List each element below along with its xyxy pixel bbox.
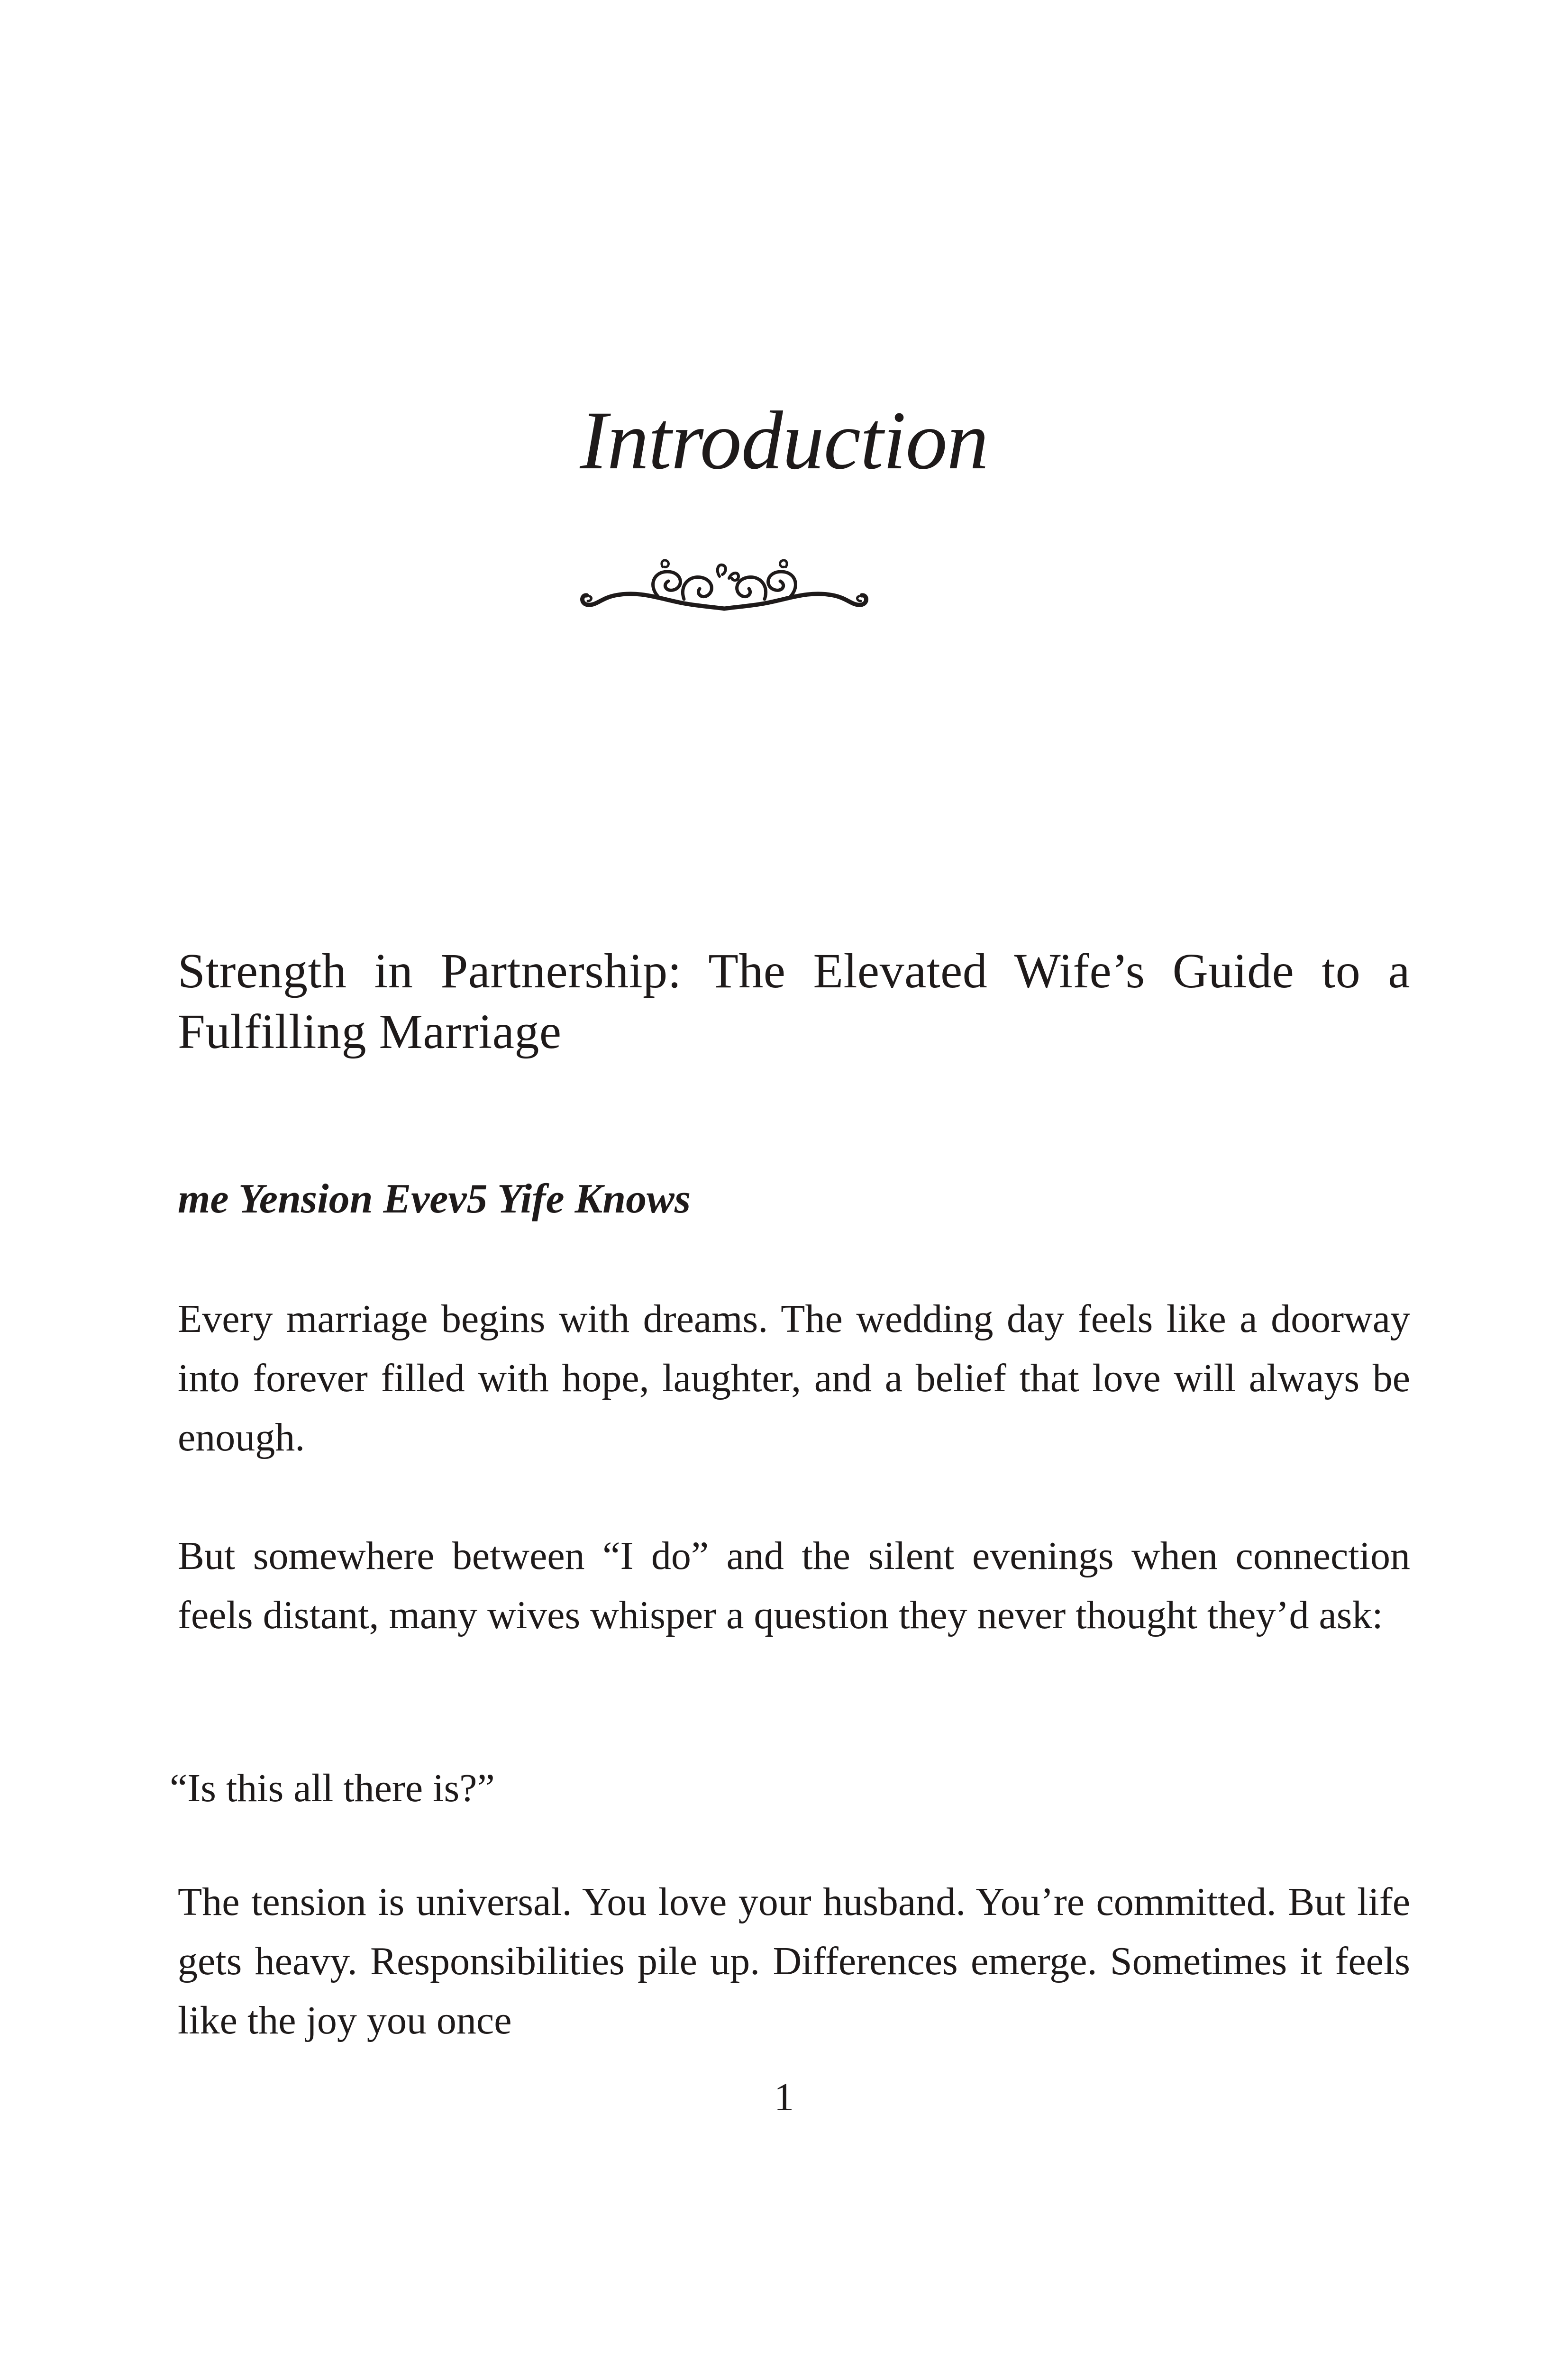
paragraph: But somewhere between “I do” and the silent evenings when connection feels distant, many wives whisper a question they never thought they’d ask: [178,1534,1410,1637]
book-subtitle: Strength in Partnership: The Elevated Wife’s Guide to a Fulfilling Marriage [178,944,1410,1059]
scroll-flourish-icon [577,557,871,629]
section-heading: me Yension Evev5 Yife Knows [178,1176,691,1222]
quote-paragraph: “Is this all there is?” [170,1766,495,1810]
paragraph: The tension is universal. You love your husband. You’re committed. But life gets heavy. Responsibilities pile up. Differences emerge. Sometimes it feels like the joy you once [178,1880,1410,2042]
page-number: 1 [774,2075,794,2119]
paragraph: Every marriage begins with dreams. The wedding day feels like a doorway into forever filled with hope, laughter, and a belief that love will always be enough. [178,1297,1410,1459]
chapter-title: Introduction [580,394,988,487]
